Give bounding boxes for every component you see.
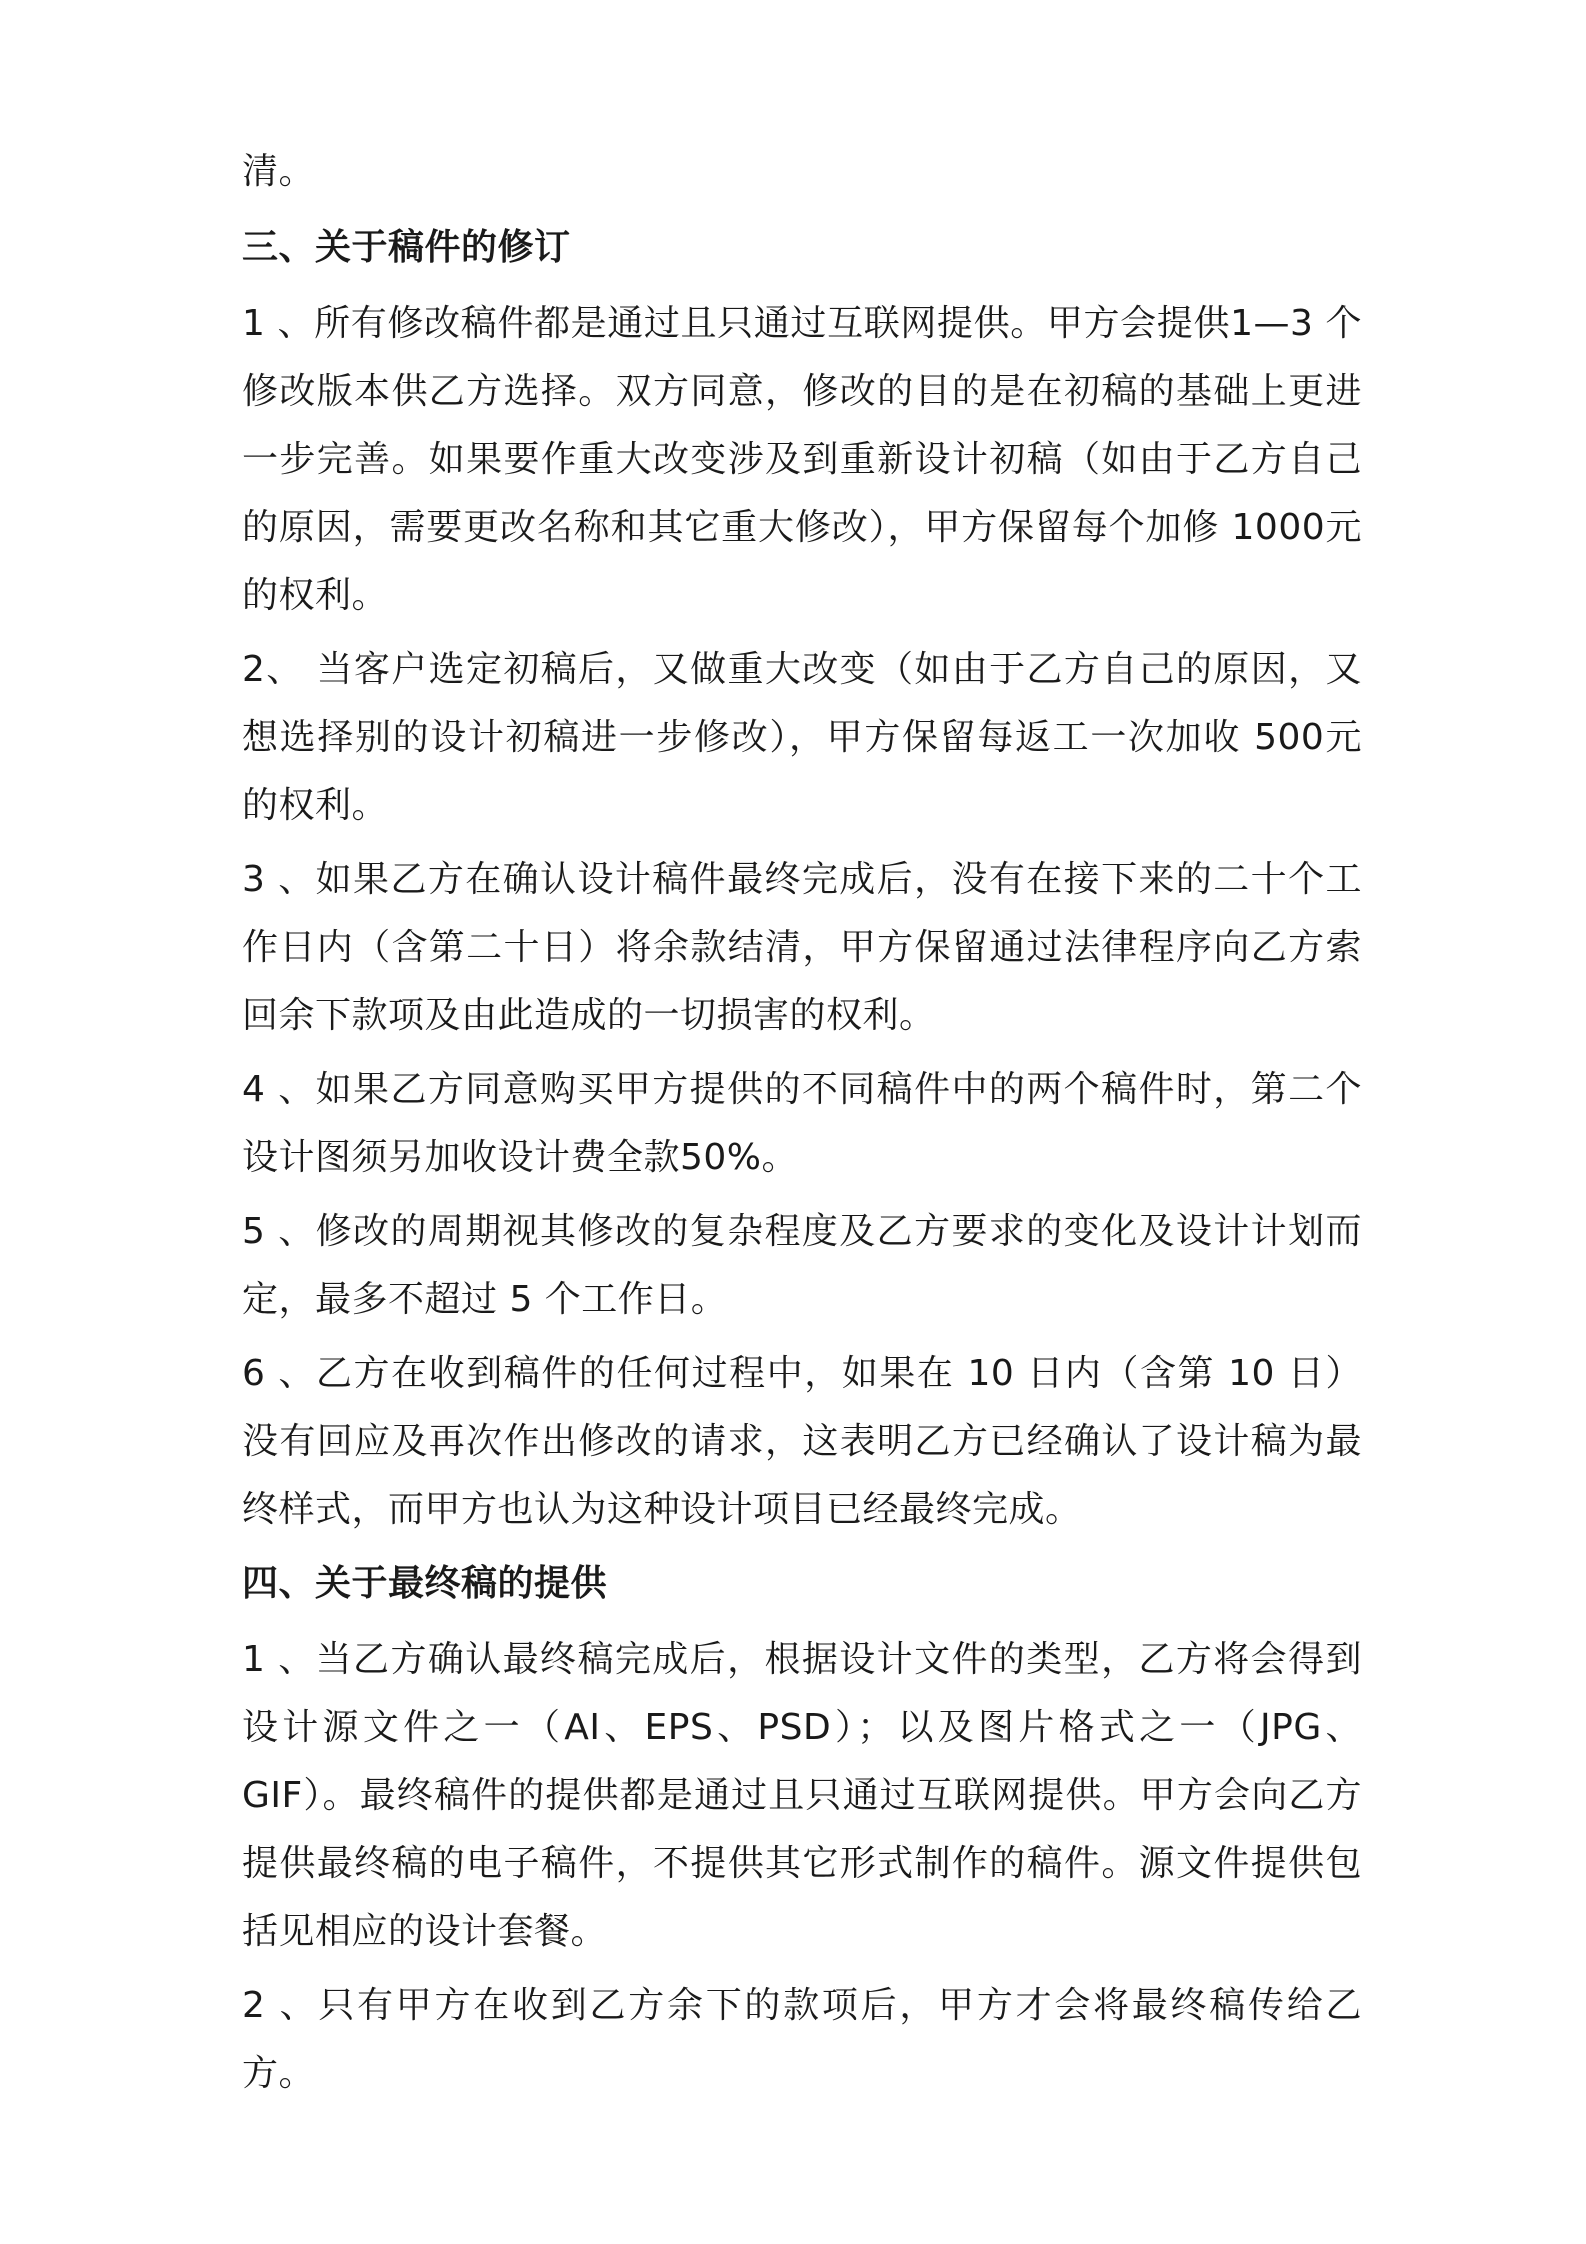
section-3-item-5: 5 、修改的周期视其修改的复杂程度及乙方要求的变化及设计计划而定，最多不超过 5 个工作日。 bbox=[242, 1211, 1362, 1320]
section-3-item-1: 1 、所有修改稿件都是通过且只通过互联网提供。甲方会提供1—3 个修改版本供乙方选择。双方同意，修改的目的是在初稿的基础上更进一步完善。如果要作重大改变涉及到重新设计初稿（如由于乙方自己的原因，需要更改名称和其它重大修改），甲方保留每个加修 1000元的权利。 bbox=[242, 303, 1362, 616]
document-page bbox=[242, 138, 1362, 2114]
section-3-item-4: 4 、如果乙方同意购买甲方提供的不同稿件中的两个稿件时，第二个设计图须另加收设计费全款50%。 bbox=[242, 1069, 1362, 1178]
continuation-text: 清。 bbox=[242, 151, 316, 192]
section-3-item-3: 3 、如果乙方在确认设计稿件最终完成后，没有在接下来的二十个工作日内（含第二十日）将余款结清，甲方保留通过法律程序向乙方索回余下款项及由此造成的一切损害的权利。 bbox=[242, 859, 1362, 1036]
section-3-item-2: 2、 当客户选定初稿后，又做重大改变（如由于乙方自己的原因，又想选择别的设计初稿进一步修改），甲方保留每返工一次加收 500元的权利。 bbox=[242, 649, 1362, 826]
section-4-item-2: 2 、只有甲方在收到乙方余下的款项后，甲方才会将最终稿传给乙方。 bbox=[242, 1985, 1362, 2094]
section-3-item-6: 6 、乙方在收到稿件的任何过程中，如果在 10 日内（含第 10 日）没有回应及再次作出修改的请求，这表明乙方已经确认了设计稿为最终样式，而甲方也认为这种设计项目已经最终完成。 bbox=[242, 1353, 1362, 1530]
section-3-heading: 三、关于稿件的修订 bbox=[242, 227, 571, 268]
section-4-heading: 四、关于最终稿的提供 bbox=[242, 1563, 608, 1604]
section-4-item-1: 1 、当乙方确认最终稿完成后，根据设计文件的类型，乙方将会得到设计源文件之一（AI、EPS、PSD）；以及图片格式之一（JPG、GIF）。最终稿件的提供都是通过且只通过互联网提供。甲方会向乙方提供最终稿的电子稿件，不提供其它形式制作的稿件。源文件提供包括见相应的设计套餐。 bbox=[242, 1639, 1362, 1952]
